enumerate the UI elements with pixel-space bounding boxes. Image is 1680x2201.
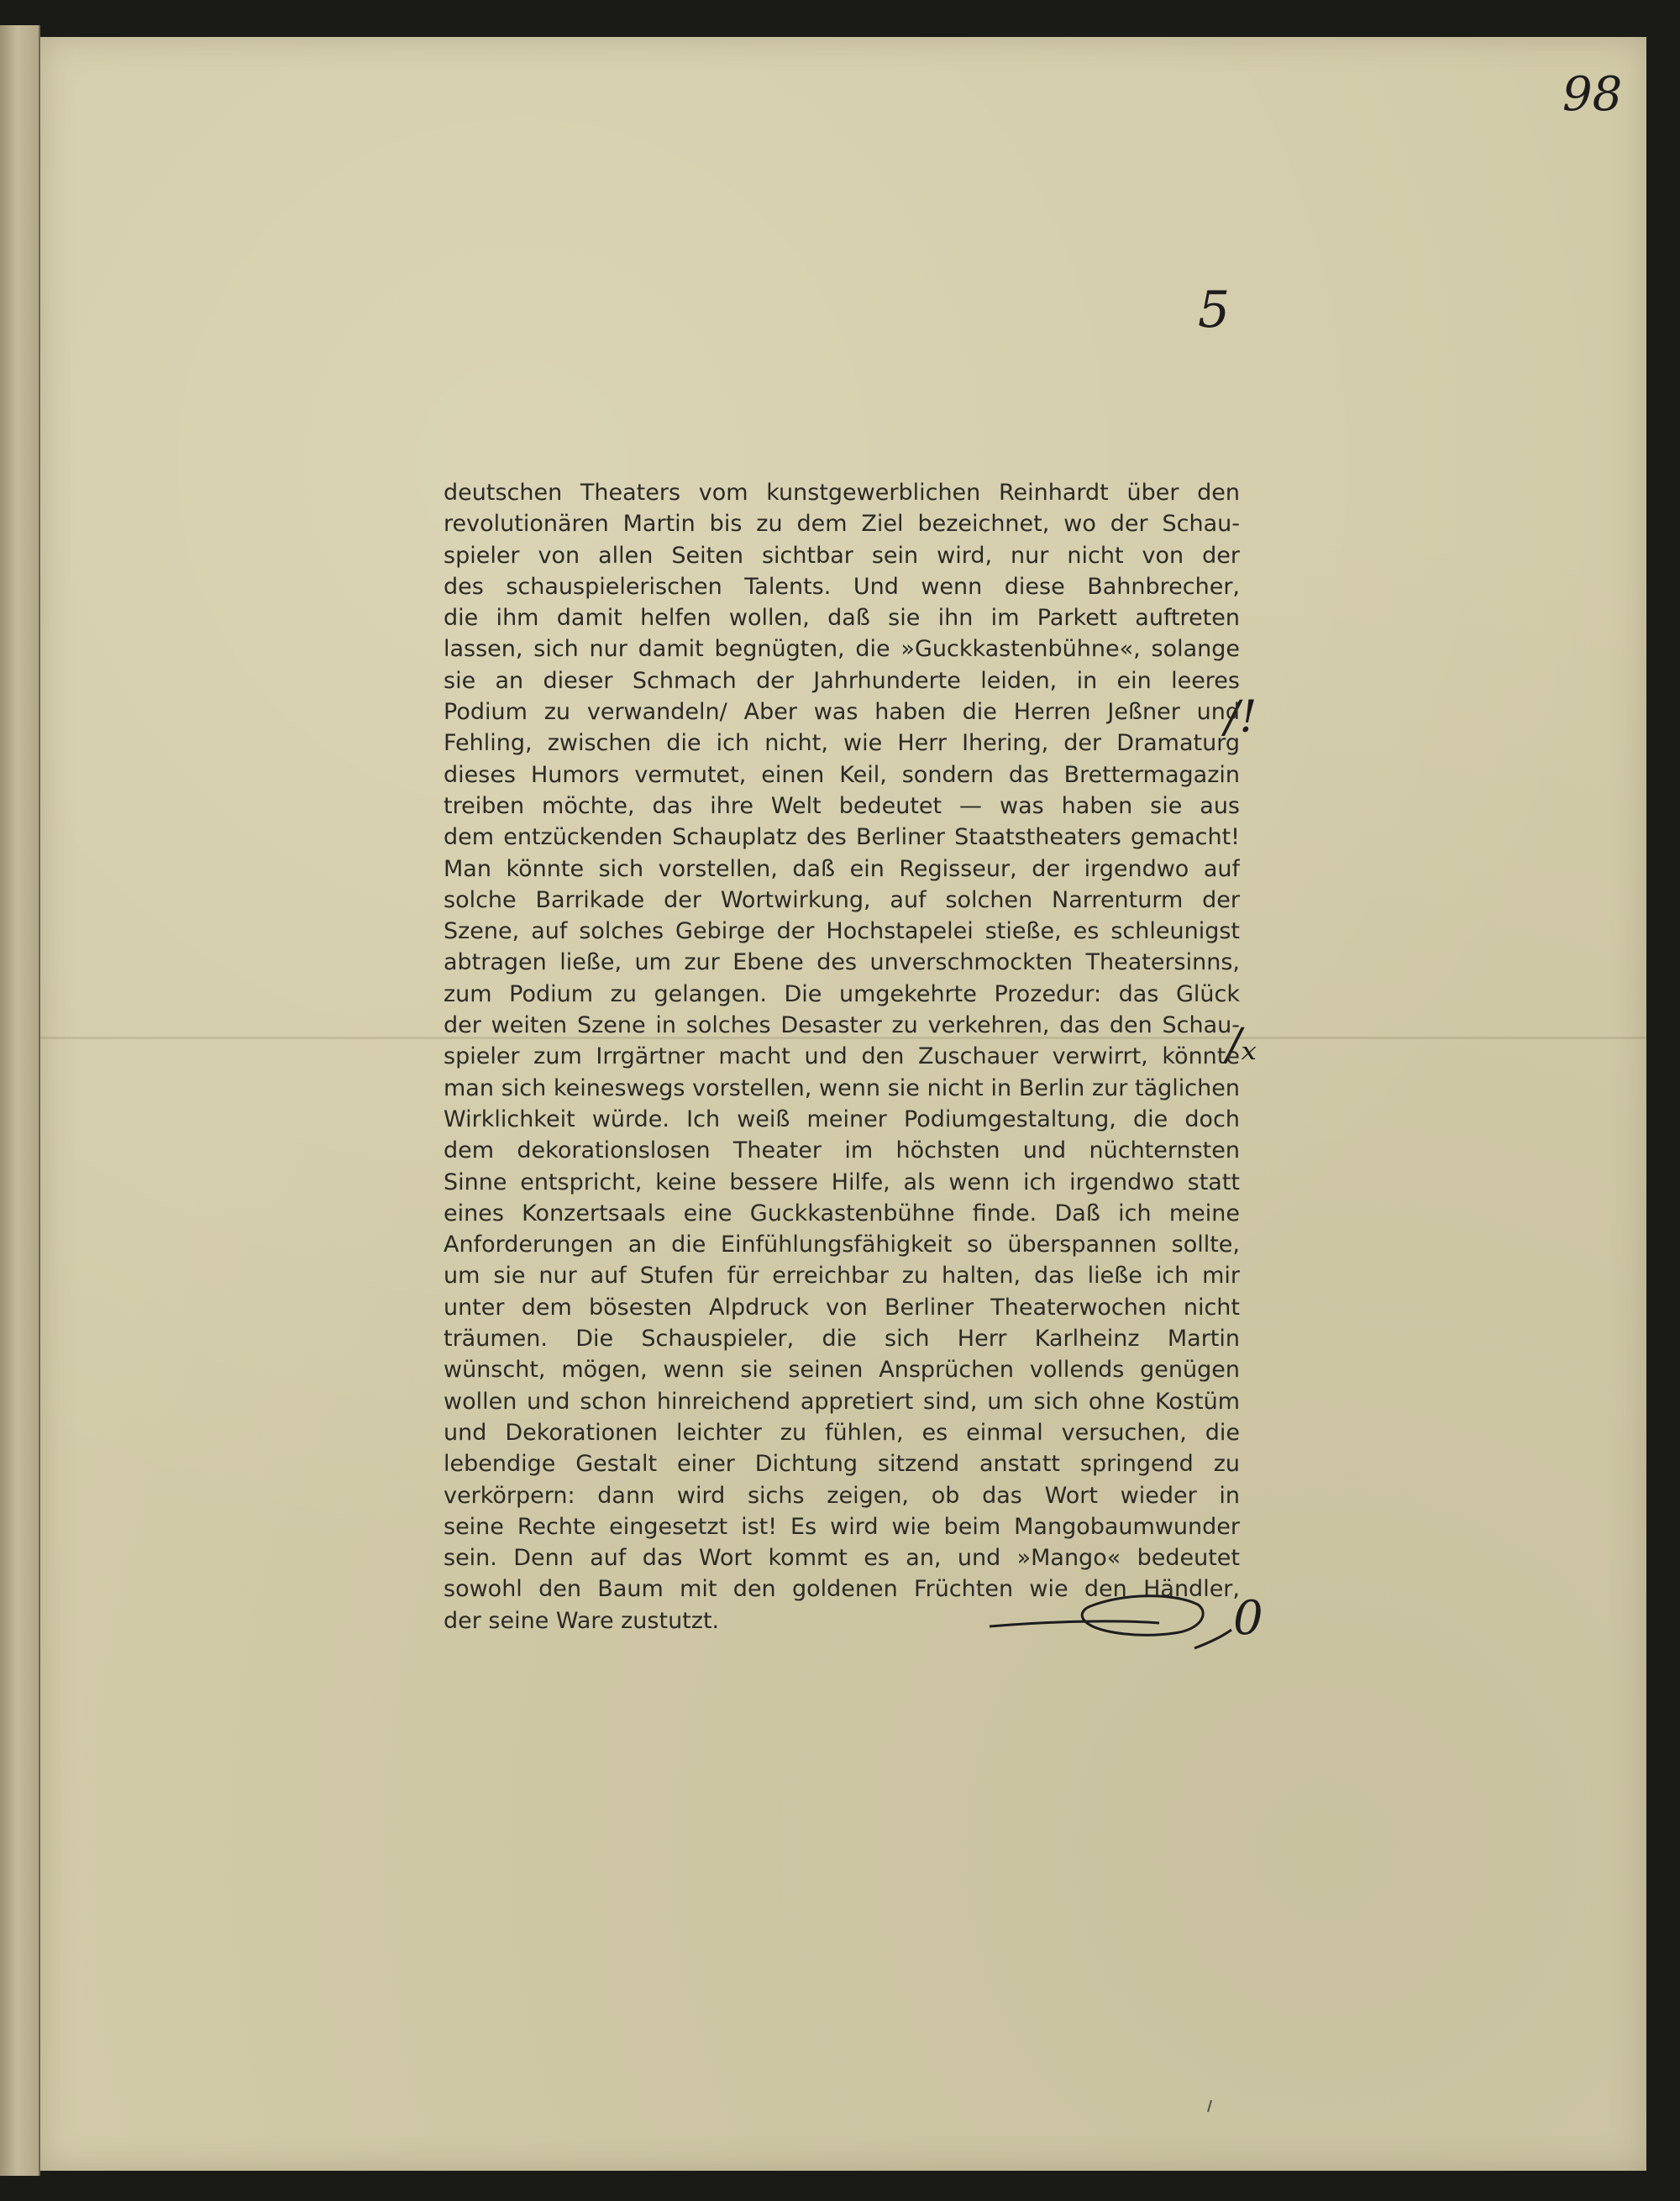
text-line: um sie nur auf Stufen für erreichbar zu halten, das ließe ich mir — [444, 1263, 1240, 1290]
document-page — [40, 37, 1646, 2171]
text-line: sein. Denn auf das Wort kommt es an, und »Mango« bedeutet — [444, 1545, 1240, 1572]
text-line: Sinne entspricht, keine bessere Hilfe, als wenn ich irgendwo statt — [444, 1169, 1240, 1195]
text-line: die ihm damit helfen wollen, daß sie ihn im Parkett auftreten — [444, 605, 1240, 632]
text-line: spieler von allen Seiten sichtbar sein wird, nur nicht von der — [444, 542, 1240, 569]
margin-mark: /! — [1225, 692, 1257, 743]
text-line: unter dem bösesten Alpdruck von Berliner Theaterwochen nicht — [444, 1294, 1240, 1321]
stray-mark — [1208, 2100, 1211, 2112]
text-line: dieses Humors vermutet, einen Keil, sondern das Brettermagazin — [444, 761, 1240, 788]
text-line: Podium zu verwandeln/ Aber was haben die Herren Jeßner und — [444, 699, 1240, 726]
text-line: deutschen Theaters vom kunstgewerblichen Reinhardt über den — [444, 480, 1240, 506]
text-line: treiben möchte, das ihre Welt bedeutet — was haben sie aus — [444, 792, 1240, 819]
text-line: der weiten Szene in solches Desaster zu verkehren, das den Schau- — [444, 1012, 1240, 1039]
text-line: revolutionären Martin bis zu dem Ziel bezeichnet, wo der Schau- — [444, 511, 1240, 538]
margin-mark: /ₓ — [1226, 1020, 1257, 1070]
text-line: lebendige Gestalt einer Dichtung sitzend anstatt springend zu — [444, 1451, 1240, 1478]
section-number: 5 — [1198, 281, 1231, 339]
text-line: wollen und schon hinreichend appretiert sind, um sich ohne Kostüm — [444, 1388, 1240, 1415]
text-line: und Dekorationen leichter zu fühlen, es einmal versuchen, die — [444, 1419, 1240, 1446]
text-line: Anforderungen an die Einfühlungsfähigkeit so überspannen sollte, — [444, 1232, 1240, 1258]
text-line: abtragen ließe, um zur Ebene des unverschmockten Theatersinns, — [444, 949, 1240, 976]
text-line: man sich keineswegs vorstellen, wenn sie nicht in Berlin zur täglichen — [444, 1074, 1240, 1101]
text-line: Man könnte sich vorstellen, daß ein Regisseur, der irgendwo auf — [444, 855, 1240, 882]
body-text — [444, 477, 1240, 1636]
text-line: seine Rechte eingesetzt ist! Es wird wie beim Mangobaumwunder — [444, 1513, 1240, 1540]
text-line: des schauspielerischen Talents. Und wenn diese Bahnbrecher, — [444, 573, 1240, 600]
text-line: eines Konzertsaals eine Guckkastenbühne finde. Daß ich meine — [444, 1200, 1240, 1227]
text-line: sie an dieser Schmach der Jahrhunderte leiden, in ein leeres — [444, 667, 1240, 694]
text-line: dem dekorationslosen Theater im höchsten und nüchternsten — [444, 1137, 1240, 1164]
margin-mark: 0 — [1233, 1591, 1263, 1646]
text-line: wünscht, mögen, wenn sie seinen Ansprüchen vollends genügen — [444, 1357, 1240, 1384]
text-line: sowohl den Baum mit den goldenen Früchten wie den Händler, — [444, 1576, 1240, 1603]
text-line: solche Barrikade der Wortwirkung, auf solchen Narrenturm der — [444, 886, 1240, 913]
book-spine — [0, 25, 40, 2176]
text-line: Fehling, zwischen die ich nicht, wie Herr Ihering, der Dramaturg — [444, 730, 1240, 757]
text-line: lassen, sich nur damit begnügten, die »Guckkastenbühne«, solange — [444, 636, 1240, 663]
text-line: spieler zum Irrgärtner macht und den Zuschauer verwirrt, könnte — [444, 1043, 1240, 1070]
text-line: dem entzückenden Schauplatz des Berliner Staatstheaters gemacht! — [444, 824, 1240, 851]
text-line: Wirklichkeit würde. Ich weiß meiner Podiumgestaltung, die doch — [444, 1106, 1240, 1132]
page-number: 98 — [1562, 67, 1623, 122]
text-line: Szene, auf solches Gebirge der Hochstapelei stieße, es schleunigst — [444, 918, 1240, 945]
text-line: träumen. Die Schauspieler, die sich Herr Karlheinz Martin — [444, 1326, 1240, 1353]
text-line: verkörpern: dann wird sichs zeigen, ob das Wort wieder in — [444, 1482, 1240, 1509]
text-line: der seine Ware zustutzt. — [444, 1607, 720, 1634]
text-line: zum Podium zu gelangen. Die umgekehrte Prozedur: das Glück — [444, 980, 1240, 1007]
